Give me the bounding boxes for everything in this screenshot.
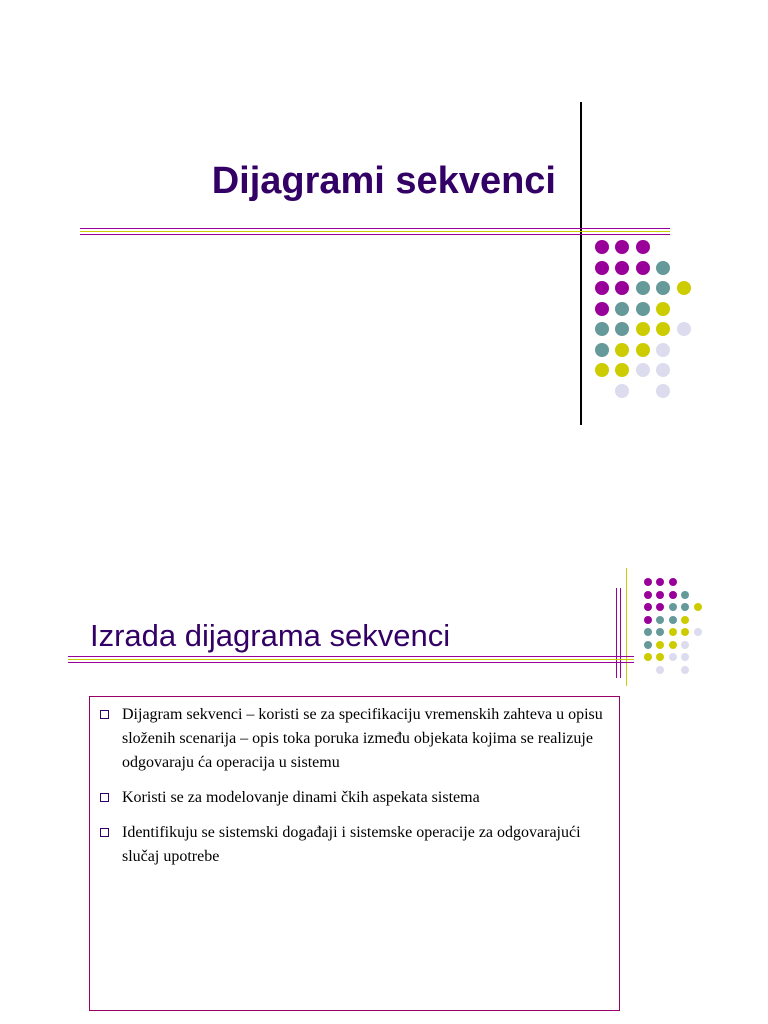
decorative-dot bbox=[681, 628, 689, 636]
decorative-dot bbox=[656, 653, 664, 661]
decorative-dot bbox=[669, 641, 677, 649]
decorative-dot bbox=[681, 666, 689, 674]
decorative-dot bbox=[636, 302, 650, 316]
decorative-dot bbox=[656, 363, 670, 377]
list-item bbox=[100, 821, 609, 869]
decorative-dot bbox=[656, 384, 670, 398]
title-underline-magenta-2 bbox=[68, 662, 634, 663]
vertical-divider bbox=[580, 102, 582, 425]
decorative-dot bbox=[656, 591, 664, 599]
bullet-list bbox=[90, 697, 619, 869]
checkbox-bullet-icon bbox=[100, 710, 109, 719]
decorative-dot bbox=[644, 628, 652, 636]
content-slide bbox=[0, 520, 768, 1024]
decorative-dot bbox=[669, 616, 677, 624]
decorative-dot bbox=[644, 653, 652, 661]
content-box bbox=[89, 696, 620, 1011]
decorative-dot bbox=[595, 322, 609, 336]
title-underline-magenta bbox=[80, 228, 670, 229]
decorative-dot bbox=[669, 628, 677, 636]
decorative-dot bbox=[595, 261, 609, 275]
decorative-dot bbox=[644, 578, 652, 586]
decorative-dot bbox=[595, 240, 609, 254]
decorative-dot bbox=[636, 343, 650, 357]
decorative-dot bbox=[656, 261, 670, 275]
decorative-dot bbox=[615, 363, 629, 377]
decorative-dot bbox=[669, 603, 677, 611]
decorative-dot bbox=[694, 603, 702, 611]
decorative-dot bbox=[681, 603, 689, 611]
decorative-dot bbox=[644, 616, 652, 624]
decorative-dot bbox=[615, 343, 629, 357]
list-item bbox=[100, 703, 609, 775]
slide-title: Izrada dijagrama sekvenci bbox=[90, 618, 451, 653]
decorative-dot bbox=[681, 591, 689, 599]
title-underline-olive bbox=[80, 231, 670, 232]
decorative-dot bbox=[677, 322, 691, 336]
decorative-dot bbox=[656, 603, 664, 611]
decorative-dot bbox=[636, 363, 650, 377]
vertical-divider-magenta bbox=[616, 588, 617, 678]
checkbox-bullet-icon bbox=[100, 793, 109, 802]
decorative-dot bbox=[595, 281, 609, 295]
decorative-dot bbox=[656, 616, 664, 624]
vertical-divider-magenta-2 bbox=[620, 588, 621, 678]
decorative-dot bbox=[681, 641, 689, 649]
decorative-dot bbox=[656, 343, 670, 357]
title-underline-magenta bbox=[68, 656, 634, 657]
decorative-dot bbox=[656, 302, 670, 316]
decorative-dot bbox=[636, 240, 650, 254]
decorative-dot bbox=[595, 343, 609, 357]
vertical-divider-olive bbox=[626, 568, 627, 686]
decorative-dot bbox=[656, 641, 664, 649]
decorative-dot bbox=[615, 281, 629, 295]
decorative-dot bbox=[669, 591, 677, 599]
slide-title: Dijagrami sekvenci bbox=[211, 160, 556, 202]
decorative-dot bbox=[656, 281, 670, 295]
bullet-text: Identifikuju se sistemski događaji i sistemske operacije za odgovarajući slučaj upotrebe bbox=[122, 824, 581, 865]
list-item bbox=[100, 786, 609, 810]
decorative-dot bbox=[677, 281, 691, 295]
decorative-dot bbox=[644, 641, 652, 649]
checkbox-bullet-icon bbox=[100, 828, 109, 837]
decorative-dot bbox=[595, 363, 609, 377]
decorative-dot bbox=[644, 603, 652, 611]
decorative-dot bbox=[681, 616, 689, 624]
decorative-dot bbox=[615, 240, 629, 254]
decorative-dot bbox=[694, 628, 702, 636]
decorative-dot bbox=[656, 322, 670, 336]
decorative-dot bbox=[656, 578, 664, 586]
bullet-text: Koristi se za modelovanje dinami čkih aspekata sistema bbox=[122, 789, 480, 806]
bullet-text: Dijagram sekvenci – koristi se za specifikaciju vremenskih zahteva u opisu složenih scenarija – opis toka poruka između objekata kojima se realizuje odgovaraju ća operacija u sistemu bbox=[122, 706, 603, 771]
decorative-dot bbox=[669, 653, 677, 661]
decorative-dot bbox=[656, 628, 664, 636]
decorative-dot bbox=[615, 302, 629, 316]
title-underline-olive bbox=[68, 659, 634, 660]
decorative-dot bbox=[615, 384, 629, 398]
decorative-dot bbox=[615, 261, 629, 275]
decorative-dot bbox=[681, 653, 689, 661]
decorative-dot bbox=[669, 578, 677, 586]
decorative-dot bbox=[636, 281, 650, 295]
decorative-dot bbox=[615, 322, 629, 336]
title-underline-magenta-2 bbox=[80, 234, 670, 235]
decorative-dot bbox=[644, 591, 652, 599]
decorative-dot bbox=[595, 302, 609, 316]
decorative-dot bbox=[636, 261, 650, 275]
decorative-dot bbox=[636, 322, 650, 336]
decorative-dot bbox=[656, 666, 664, 674]
